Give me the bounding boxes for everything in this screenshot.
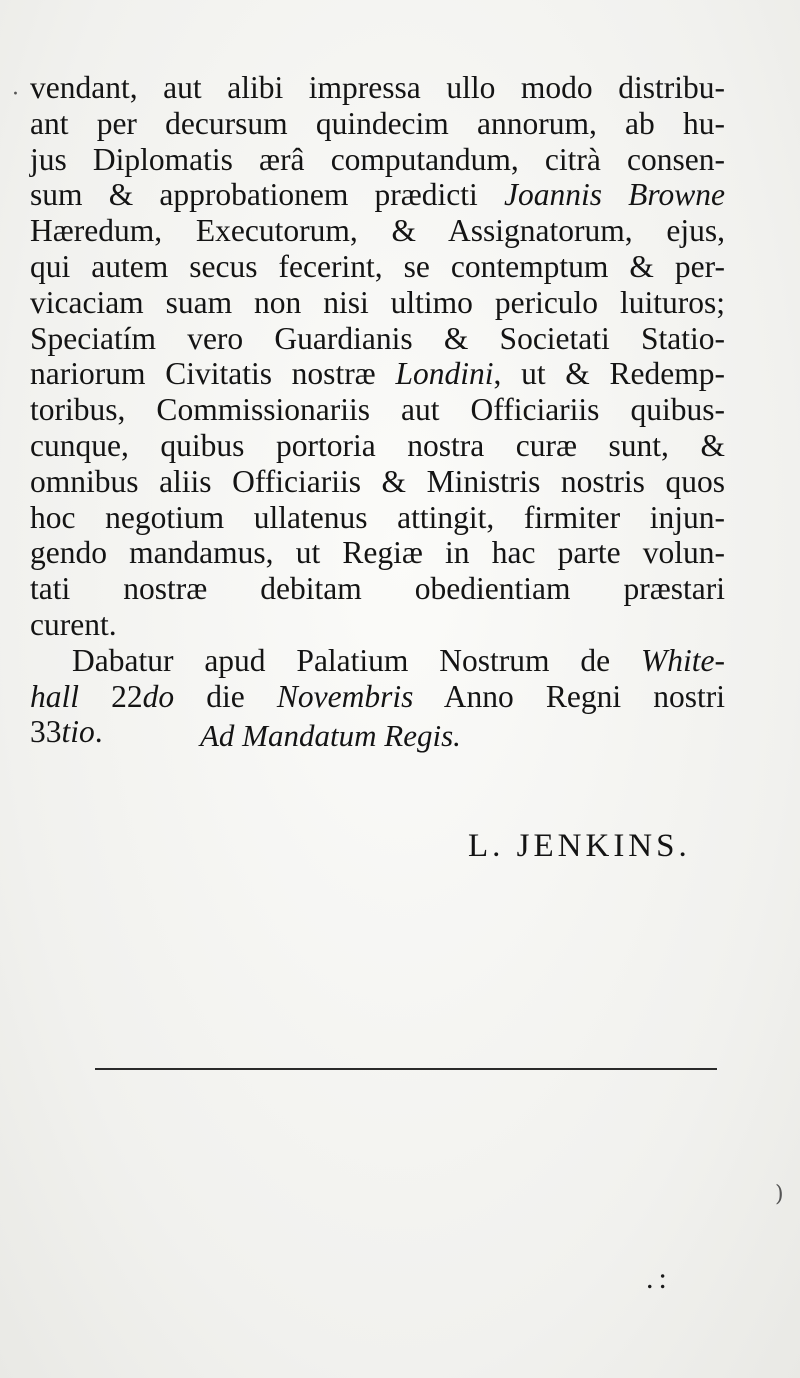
text-line: qui autem secus fecerint, se contemptum & per- xyxy=(30,248,725,284)
royal-mandate-line: Ad Mandatum Regis. xyxy=(200,718,461,753)
text-line: vendant, aut alibi impressa ullo modo distribu- xyxy=(30,70,725,105)
text-line: tati nostræ debitam obedientiam præstari xyxy=(30,571,725,607)
italic-text: Novembris xyxy=(276,678,414,714)
text-line: 33tio. xyxy=(30,714,103,750)
text-line: Speciatím vero Guardianis & Societati Statio- xyxy=(30,320,725,356)
text-line: hoc negotium ullatenus attingit, firmiter injun- xyxy=(30,499,725,535)
end-mark: .: xyxy=(646,1262,672,1295)
text-line: Hæredum, Executorum, & Assignatorum, ejus, xyxy=(30,213,725,249)
signature: L. JENKINS. xyxy=(468,828,691,864)
italic-text: Joannis Browne xyxy=(503,177,725,213)
text-line: hall 22do die Novembris Anno Regni nostri xyxy=(30,678,725,714)
text-line: jus Diplomatis ærâ computandum, citrà consen- xyxy=(30,141,725,177)
margin-speck: · xyxy=(12,82,19,107)
text-line: omnibus aliis Officiariis & Ministris nostris quos xyxy=(30,463,725,499)
italic-text: Londini xyxy=(395,356,494,392)
body-text xyxy=(30,70,725,750)
text-line: ant per decursum quindecim annorum, ab hu- xyxy=(30,105,725,141)
text-line: vicaciam suam non nisi ultimo periculo luituros; xyxy=(30,284,725,320)
horizontal-rule xyxy=(95,1068,717,1070)
text-line: Dabatur apud Palatium Nostrum de White- xyxy=(72,642,725,678)
italic-text: do xyxy=(142,678,175,714)
text-line: cunque, quibus portoria nostra curæ sunt, & xyxy=(30,427,725,463)
text-line: sum & approbationem prædicti Joannis Browne xyxy=(30,177,725,213)
text-line: gendo mandamus, ut Regiæ in hac parte volun- xyxy=(30,535,725,571)
italic-text: White- xyxy=(641,642,725,678)
italic-text: tio xyxy=(61,714,95,750)
margin-speck: ) xyxy=(775,1182,784,1207)
text-line: curent. xyxy=(30,606,117,642)
text-line: toribus, Commissionariis aut Officiariis quibus- xyxy=(30,392,725,428)
italic-text: hall xyxy=(30,678,80,714)
text-line: nariorum Civitatis nostræ Londini, ut & Redemp- xyxy=(30,356,726,392)
